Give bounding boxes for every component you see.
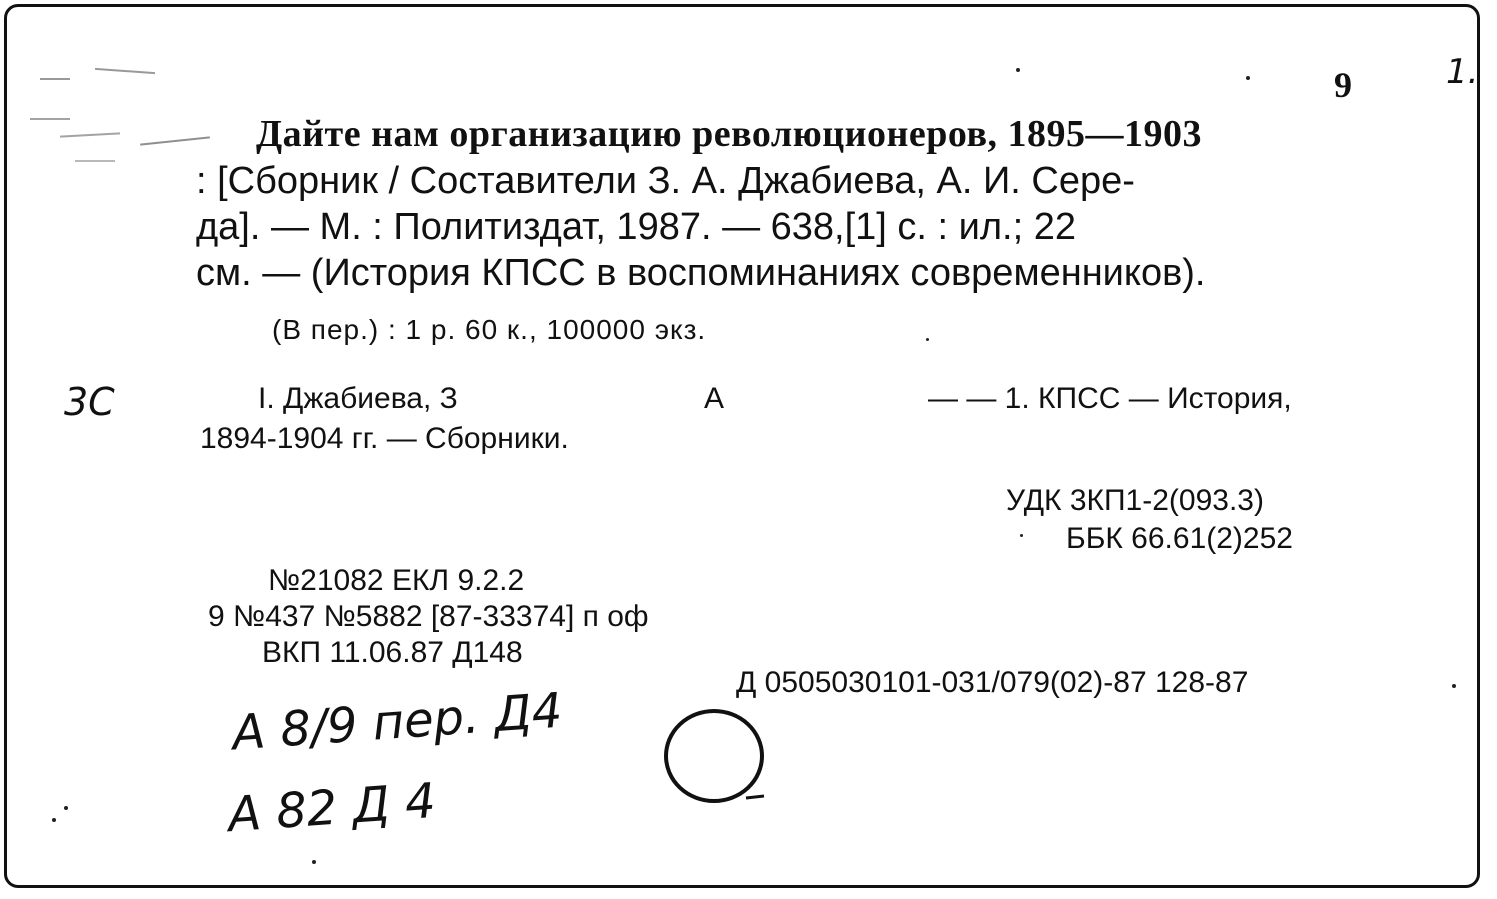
margin-note: 3С xyxy=(64,380,115,424)
bbk-code: ББК 66.61(2)252 xyxy=(1066,522,1293,555)
tracing-part-3: — — 1. КПСС — История, xyxy=(928,382,1292,415)
order-line-3: ВКП 11.06.87 Д148 xyxy=(262,636,523,669)
order-line-1: №21082 ЕКЛ 9.2.2 xyxy=(268,564,525,597)
book-title: Дайте нам организацию революционеров, 1895—1903 xyxy=(256,113,1203,155)
description-line-4: см. — (История КПСС в воспоминаниях современников). xyxy=(196,252,1206,294)
udk-code: УДК 3КП1-2(093.3) xyxy=(1006,484,1264,517)
handwritten-note-1: А 8/9 пер. Д4 xyxy=(230,682,565,762)
description-line-3: да]. — М. : Политиздат, 1987. — 638,[1] с. : ил.; 22 xyxy=(196,206,1076,248)
tracing-line-2: 1894-1904 гг. — Сборники. xyxy=(200,422,569,455)
index-code: Д 0505030101-031/079(02)-87 128-87 xyxy=(736,666,1249,699)
handwritten-note-2: А 82 Д 4 xyxy=(226,772,438,844)
corner-mark: 1. xyxy=(1446,52,1479,92)
description-line-2: : [Сборник / Составители З. А. Джабиева, А. И. Сере- xyxy=(196,160,1135,202)
order-line-2: 9 №437 №5882 [87-33374] п оф xyxy=(208,600,649,633)
page-number: 9 xyxy=(1334,65,1352,105)
tracing-part-1: I. Джабиева, З xyxy=(258,382,458,415)
stamp-circle-icon xyxy=(656,700,776,812)
price-line: (В пер.) : 1 р. 60 к., 100000 экз. xyxy=(272,314,707,345)
tracing-part-2: А xyxy=(704,382,725,415)
